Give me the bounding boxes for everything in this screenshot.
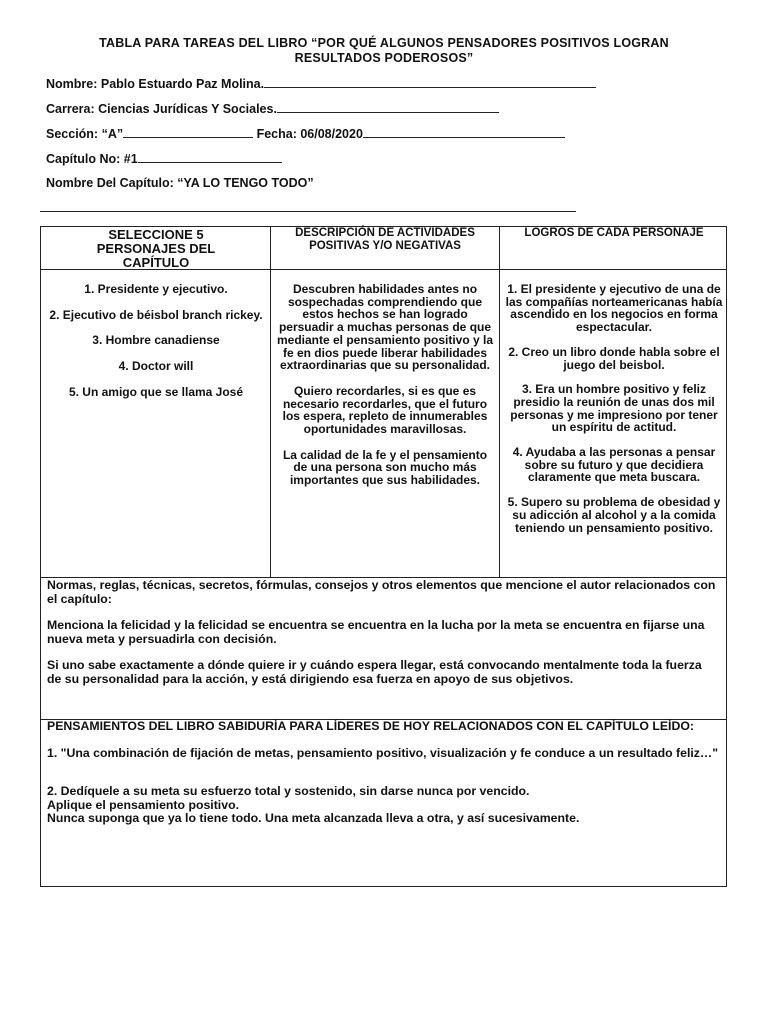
chapter-table (40, 226, 727, 887)
character-item: 1. Presidente y ejecutivo. (84, 282, 228, 296)
description-item: Descubren habilidades antes no sospechadas comprendiendo que estos hechos se han logrado persuadir a muchas personas de que mediante el pensamiento positivo y la fe en dios puede liberar habilidades extraordinarias que su personalidad. (276, 282, 494, 373)
character-item: 2. Ejecutivo de béisbol branch rickey. (49, 307, 263, 322)
achievements-list (503, 283, 725, 546)
carrera-underline (277, 101, 499, 113)
achievement-item: 1. El presidente y ejecutivo de una de las compañías norteamericanas había ascendido en los negocios en forma espectacular. (505, 282, 723, 335)
title-line-2: RESULTADOS PODEROSOS” (294, 51, 474, 65)
description-item: Quiero recordarles, si es que es necesario recordarles, que el futuro los espera, repleto de innumerables oportunidades maravillosas. (282, 383, 488, 437)
achievement-item: 5. Supero su problema de obesidad y su adicción al alcohol y a la comida teniendo un pensamiento positivo. (507, 495, 721, 535)
carrera-text: Carrera: Ciencias Jurídicas Y Sociales. (46, 102, 277, 116)
quote-2-line: Nunca suponga que ya lo tiene todo. Una meta alcanzada lleva a otra, y así sucesivamente. (47, 811, 580, 825)
separator-line (40, 211, 576, 212)
characters-list (47, 283, 265, 412)
field-carrera (46, 101, 499, 117)
normas-heading: Normas, reglas, técnicas, secretos, fórmulas, consejos y otros elementos que mencione el autor relacionados con el capítulo: (47, 578, 716, 606)
achievement-item: 3. Era un hombre positivo y feliz presidio la reunión de unas dos mil personas y me impresiono por tener un espíritu de actitud. (510, 382, 718, 435)
pensamientos-quote-2 (47, 785, 719, 826)
pensamientos-quote-1: 1. "Una combinación de fijación de metas, pensamiento positivo, visualización y fe conduce a un resultado feliz…" (47, 745, 719, 760)
column-divider-1 (270, 227, 271, 577)
field-nombre (46, 76, 596, 92)
capitulo-no-text: Capítulo No: #1 (46, 152, 138, 166)
character-item: 5. Un amigo que se llama José (68, 384, 244, 399)
header-logros: LOGROS DE CADA PERSONAJE (524, 227, 704, 239)
field-seccion-fecha (46, 126, 565, 142)
quote-2-line: Aplique el pensamiento positivo. (47, 797, 239, 812)
seccion-underline (123, 126, 253, 138)
pensamientos-section (47, 720, 719, 826)
column-divider-2 (499, 227, 500, 577)
fecha-text: Fecha: 06/08/2020 (256, 127, 363, 141)
seccion-text: Sección: “A” (46, 127, 124, 141)
nombre-text: Nombre: Pablo Estuardo Paz Molina. (46, 77, 265, 91)
normas-paragraph: Si uno sabe exactamente a dónde quiere ir y cuándo espera llegar, está convocando mentalmente toda la fuerza de su personalidad para la acción, y está dirigiendo esa fuerza en apoyo de sus objetivos. (47, 658, 702, 686)
field-capitulo-no (46, 151, 282, 167)
pensamientos-heading: PENSAMIENTOS DEL LIBRO SABIDURÍA PARA LÍDERES DE HOY RELACIONADOS CON EL CAPÍTULO LEÍDO: (47, 719, 695, 733)
character-item: 3. Hombre canadiense (92, 333, 220, 348)
header-personajes: SELECCIONE 5 PERSONAJES DEL CAPÍTULO (96, 227, 216, 270)
normas-paragraph: Menciona la felicidad y la felicidad se encuentra se encuentra en la lucha por la meta se encuentra en fijarse una nueva meta y persuadirla con decisión. (47, 618, 705, 646)
nombre-underline (264, 76, 596, 88)
achievement-item: 2. Creo un libro donde habla sobre el juego del beisbol. (508, 344, 720, 372)
header-descripcion: DESCRIPCIÓN DE ACTIVIDADES POSITIVAS Y/O NEGATIVAS (295, 227, 475, 252)
document-title (60, 36, 708, 66)
nombre-capitulo-text: Nombre Del Capítulo: “YA LO TENGO TODO” (46, 176, 314, 190)
character-item: 4. Doctor will (118, 359, 194, 374)
field-nombre-capitulo (46, 176, 314, 191)
descriptions-list (275, 283, 495, 500)
achievement-item: 4. Ayudaba a las personas a pensar sobre su futuro y que decidiera claramente que meta buscara. (512, 445, 716, 485)
normas-section (47, 579, 719, 699)
capitulo-no-underline (138, 151, 282, 163)
fecha-underline (363, 126, 565, 138)
description-item: La calidad de la fe y el pensamiento de una persona son mucho más importantes que sus habilidades. (282, 447, 488, 488)
title-line-1: TABLA PARA TAREAS DEL LIBRO “POR QUÉ ALGUNOS PENSADORES POSITIVOS LOGRAN (99, 36, 669, 50)
quote-2-line: 2. Dedíquele a su meta su esfuerzo total y sostenido, sin darse nunca por vencido. (47, 784, 530, 798)
